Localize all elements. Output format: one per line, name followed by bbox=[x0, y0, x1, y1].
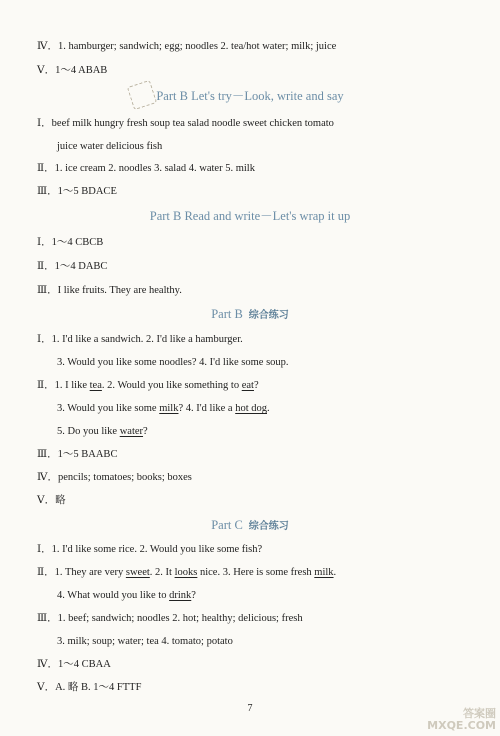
answer-line: Ⅲ．1～5 BAABC bbox=[37, 449, 118, 460]
answer-line: 5. Do you like water? bbox=[57, 426, 148, 437]
answer-line: Ⅳ．pencils; tomatoes; books; boxes bbox=[37, 472, 192, 483]
section-heading: Part B Read and write－Let's wrap it up bbox=[149, 209, 351, 223]
answer-line: 3. Would you like some noodles? 4. I'd like some soup. bbox=[57, 357, 289, 368]
section-heading: Part B Let's try－Look, write and say bbox=[156, 89, 344, 103]
answer-line: Ⅳ．1. hamburger; sandwich; egg; noodles 2. tea/hot water; milk; juice bbox=[37, 41, 337, 52]
answer-line: Ⅴ．A. 略 B. 1～4 FTTF bbox=[37, 682, 142, 693]
answer-line: Ⅲ．1. beef; sandwich; noodles 2. hot; healthy; delicious; fresh bbox=[37, 613, 303, 624]
answer-line: 3. Would you like some milk? 4. I'd like a hot dog. bbox=[57, 403, 270, 414]
answer-line: Ⅰ．1. I'd like a sandwich. 2. I'd like a hamburger. bbox=[37, 334, 243, 345]
answer-line: Ⅰ．1～4 CBCB bbox=[37, 237, 104, 248]
answer-line: Ⅱ．1. I like tea. 2. Would you like something to eat? bbox=[37, 380, 259, 391]
answer-line: Ⅱ．1～4 DABC bbox=[37, 261, 108, 272]
section-heading: Part C 综合练习 bbox=[211, 518, 289, 532]
watermark-logo: 答案圈 MXQE.COM bbox=[427, 707, 496, 732]
section-heading: Part B 综合练习 bbox=[211, 307, 289, 321]
answer-line: Ⅱ．1. They are very sweet. 2. It looks nice. 3. Here is some fresh milk. bbox=[37, 567, 337, 578]
answer-line: Ⅳ．1～4 CBAA bbox=[37, 659, 111, 670]
answer-line: 4. What would you like to drink? bbox=[57, 590, 196, 601]
answer-line: Ⅴ．略 bbox=[37, 495, 66, 506]
page-number: 7 bbox=[247, 703, 253, 714]
answer-line: Ⅱ．1. ice cream 2. noodles 3. salad 4. water 5. milk bbox=[37, 163, 255, 174]
answer-line: juice water delicious fish bbox=[57, 141, 163, 152]
answer-line: Ⅰ．beef milk hungry fresh soup tea salad noodle sweet chicken tomato bbox=[37, 118, 334, 129]
answer-line: Ⅴ．1～4 ABAB bbox=[37, 65, 108, 76]
answer-line: Ⅲ．1～5 BDACE bbox=[37, 186, 117, 197]
answer-line: Ⅲ．I like fruits. They are healthy. bbox=[37, 285, 182, 296]
answer-line: Ⅰ．1. I'd like some rice. 2. Would you like some fish? bbox=[37, 544, 263, 555]
answer-line: 3. milk; soup; water; tea 4. tomato; potato bbox=[57, 636, 233, 647]
